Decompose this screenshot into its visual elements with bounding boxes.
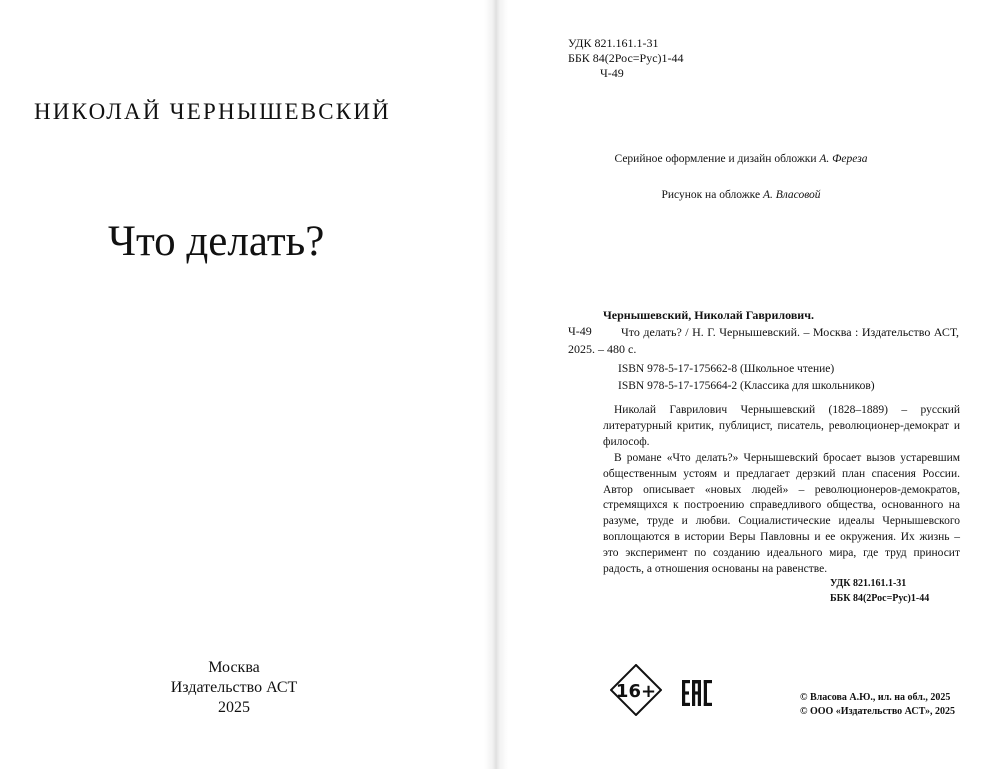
isbn-school-reading: ISBN 978-5-17-175662-8 (Школьное чтение) [618, 363, 835, 375]
series-design-text: Серийное оформление и дизайн обложки [614, 153, 820, 165]
book-title: Что делать? [108, 218, 325, 265]
bibliographic-description: Что делать? / Н. Г. Чернышевский. – Москва : Издательство АСТ, 2025. – 480 с. [568, 325, 959, 356]
annotation [603, 403, 960, 578]
copyright-notices [800, 691, 955, 719]
author-sign: Ч-49 [600, 66, 624, 80]
copyright-illustration: © Власова А.Ю., ил. на обл., 2025 [800, 692, 951, 703]
series-design-credit [493, 153, 989, 165]
book-gutter-shadow [484, 0, 508, 769]
annotation-paragraph-novel: В романе «Что делать?» Чернышевский бросает вызов устаревшим общественным устоям и предлагает дерзкий план спасения России. Автор описывает «новых людей» – революционеров-демократов, стремящихся к построению справедливого общества, основанного на разуме, труде и любви. Социалистические идеалы Чернышевского воплощаются в истории Веры Павловны и ее окружения. Их жизнь – это эксперимент по созданию идеального мира, где труд приносит радость, а отношения основаны на равенстве. [603, 451, 960, 576]
eac-conformity-icon [682, 680, 712, 706]
author-name: НИКОЛАЙ ЧЕРНЫШЕВСКИЙ [34, 99, 391, 124]
classification-codes-bottom [830, 576, 929, 606]
imprint-year: 2025 [218, 699, 250, 716]
copyright-publisher: © ООО «Издательство АСТ», 2025 [800, 706, 956, 717]
isbn-classics-for-students: ISBN 978-5-17-175664-2 (Классика для школьников) [618, 380, 875, 392]
age-rating-label: 16+ [615, 681, 657, 702]
cover-art-credit [493, 189, 989, 201]
imprint-city: Москва [208, 659, 260, 676]
udk-code-bottom: УДК 821.161.1-31 [830, 578, 907, 589]
annotation-paragraph-author: Николай Гаврилович Чернышевский (1828–1889) – русский литературный критик, публицист, писатель, революционер-демократ и философ. [603, 404, 960, 448]
bibliographic-author-sign: Ч-49 [568, 324, 592, 338]
cover-artist-name: А. Власовой [762, 189, 821, 201]
bbk-code-bottom: ББК 84(2Рос=Рус)1-44 [830, 593, 930, 604]
imprint [134, 658, 334, 718]
bibliographic-heading: Чернышевский, Николай Гаврилович. [603, 308, 814, 322]
left-page [0, 0, 493, 769]
cover-art-text: Рисунок на обложке [661, 189, 763, 201]
bbk-code: ББК 84(2Рос=Рус)1-44 [568, 51, 684, 65]
age-rating-icon [610, 664, 662, 716]
udk-code: УДК 821.161.1-31 [568, 36, 659, 50]
imprint-publisher: Издательство АСТ [170, 679, 298, 696]
right-page [493, 0, 989, 769]
series-designer-name: А. Фереза [819, 153, 868, 165]
classification-codes-top [568, 36, 684, 81]
